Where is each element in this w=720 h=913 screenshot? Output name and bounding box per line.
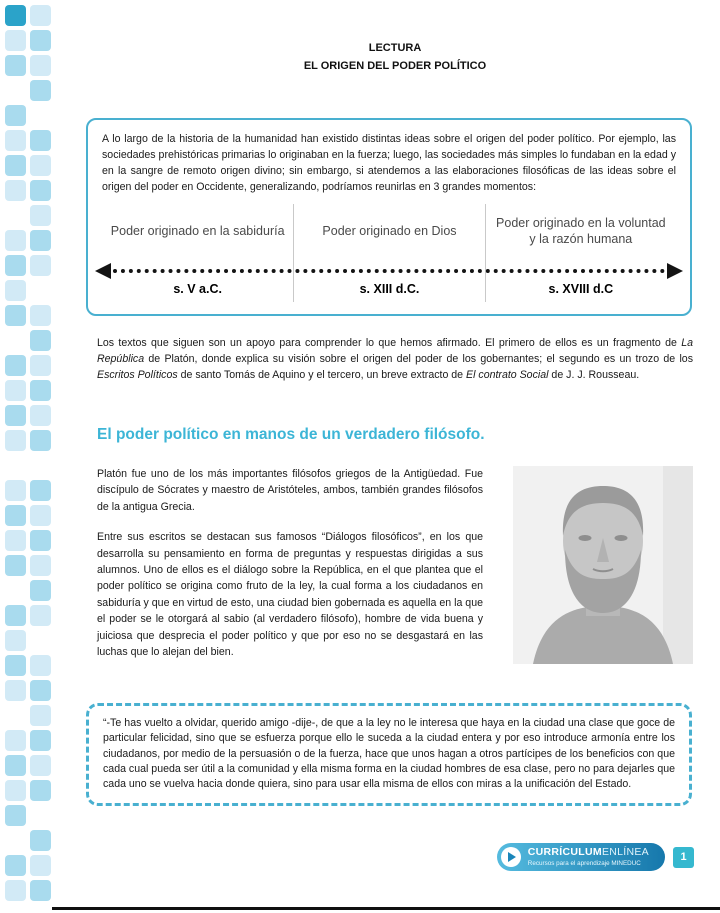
timeline-label: Poder originado en la voluntad y la razón humana — [496, 215, 666, 246]
timeline-column-god — [293, 204, 484, 302]
decorative-square — [5, 880, 26, 901]
decorative-square — [30, 530, 51, 551]
section-heading: El poder político en manos de un verdadero filósofo. — [97, 426, 485, 443]
decorative-square — [30, 305, 51, 326]
decorative-square — [30, 330, 51, 351]
decorative-square — [5, 105, 26, 126]
timeline-label: Poder originado en la sabiduría — [110, 223, 285, 238]
decorative-square — [30, 655, 51, 676]
intro-paragraph: A lo largo de la historia de la humanidad han existido distintas ideas sobre el origen del poder político. Por ejemplo, las sociedades prehistóricas primarias lo originaban en la fuerza; luego, las sociedades más simples lo fundaban en la edad y en la sangre de remoto origen divino; sin embargo, si atendemos a las elaboraciones filosóficas de las ideas sobre el origen del poder en Occidente, generalizando, podríamos reunirlas en 3 grandes momentos: — [102, 133, 676, 193]
bottom-rule — [52, 907, 720, 910]
decorative-square — [5, 680, 26, 701]
timeline-column-human-will — [485, 204, 676, 302]
timeline-period: s. V a.C. — [173, 281, 222, 296]
curriculum-en-linea-logo — [497, 843, 665, 871]
play-triangle-icon — [508, 852, 516, 862]
philosopher-paragraph-1: Platón fue uno de los más importantes filósofos griegos de la Antigüedad. Fue discípulo de Sócrates y maestro de Aristóteles, ambos, también grandes filósofos de la antigua Grecia. — [97, 468, 483, 513]
intro-box — [86, 118, 692, 316]
decorative-square — [30, 855, 51, 876]
decorative-square — [5, 430, 26, 451]
decorative-square — [30, 755, 51, 776]
decorative-square — [5, 405, 26, 426]
decorative-square — [5, 230, 26, 251]
timeline-arrow — [95, 262, 683, 280]
quote-box — [86, 703, 692, 806]
decorative-square — [5, 605, 26, 626]
page-title-line2: EL ORIGEN DEL PODER POLÍTICO — [303, 59, 487, 72]
timeline-period: s. XIII d.C. — [359, 281, 420, 296]
timeline-period: s. XVIII d.C — [548, 281, 614, 296]
decorative-square — [5, 355, 26, 376]
decorative-square — [5, 630, 26, 651]
decorative-square — [5, 780, 26, 801]
decorative-square — [30, 480, 51, 501]
brand-name — [528, 847, 649, 858]
timeline-label: Poder originado en Dios — [322, 223, 457, 238]
decorative-square — [5, 255, 26, 276]
plato-bust-image — [513, 466, 693, 664]
decorative-square — [30, 230, 51, 251]
brand-tagline: Recursos para el aprendizaje MINEDUC — [527, 859, 641, 867]
decorative-square — [30, 555, 51, 576]
decorative-square — [30, 30, 51, 51]
footer — [497, 843, 694, 871]
decorative-square — [5, 555, 26, 576]
decorative-square — [30, 130, 51, 151]
decorative-square — [5, 730, 26, 751]
decorative-square — [30, 155, 51, 176]
brand-name-secondary: ENLÍNEA — [601, 846, 649, 859]
arrowhead-right-icon — [667, 263, 683, 279]
decorative-square — [30, 380, 51, 401]
decorative-square — [30, 730, 51, 751]
decorative-square — [30, 180, 51, 201]
decorative-square — [5, 755, 26, 776]
decorative-square — [30, 255, 51, 276]
decorative-square — [30, 5, 51, 26]
page-title-line1: LECTURA — [368, 42, 422, 54]
decorative-square — [5, 505, 26, 526]
decorative-square — [30, 780, 51, 801]
brand-text — [528, 847, 649, 867]
decorative-square — [30, 55, 51, 76]
decorative-square — [30, 205, 51, 226]
decorative-square — [5, 130, 26, 151]
decorative-square — [5, 530, 26, 551]
quote-text: “-Te has vuelto a olvidar, querido amigo -dije-, de que a la ley no le interesa que haya en la ciudad una clase que goce de particular felicidad, sino que se esfuerza porque ello le suceda a la ciudad entera y por eso introduce armonía entre los ciudadanos, por medio de la persuasión o de la fuerza, hace que unos hagan a otros partícipes de los beneficios con que cada cual pueda ser útil a la comunidad y ella misma forma en la ciudad hombres de esa clase, pero no para dejarles que cada uno se vuelva hacia donde quiera, sino para usar ella misma de ellos con miras a la unificación del Estado. — [103, 717, 675, 791]
decorative-square — [5, 305, 26, 326]
decorative-square — [5, 855, 26, 876]
page-title — [97, 40, 693, 75]
decorative-square — [30, 355, 51, 376]
page-number-badge: 1 — [673, 847, 694, 868]
decorative-sidebar-pattern — [5, 5, 51, 901]
decorative-square — [30, 680, 51, 701]
decorative-square — [30, 830, 51, 851]
decorative-square — [5, 280, 26, 301]
timeline-arrow-shaft — [113, 269, 665, 273]
timeline — [102, 204, 676, 302]
decorative-square — [5, 380, 26, 401]
timeline-column-wisdom — [102, 204, 293, 302]
decorative-square — [5, 155, 26, 176]
arrowhead-left-icon — [95, 263, 111, 279]
play-circle-icon — [501, 847, 521, 867]
philosopher-section — [97, 466, 693, 674]
decorative-square — [5, 655, 26, 676]
decorative-square — [30, 505, 51, 526]
decorative-square — [5, 180, 26, 201]
decorative-square — [30, 80, 51, 101]
decorative-square — [30, 705, 51, 726]
decorative-square — [30, 880, 51, 901]
decorative-square — [5, 480, 26, 501]
decorative-square — [30, 580, 51, 601]
decorative-square — [5, 805, 26, 826]
transition-paragraph: Los textos que siguen son un apoyo para comprender lo que hemos afirmado. El primero de ellos es un fragmento de La República de Platón, donde explica su visión sobre el origen del poder de los gobernantes; el segundo es un trozo de los Escritos Políticos de santo Tomás de Aquino y el tercero, un breve extracto de El contrato Social de J. J. Rousseau. — [97, 337, 693, 381]
decorative-square — [30, 430, 51, 451]
brand-name-primary: CURRÍCULUM — [527, 846, 602, 859]
decorative-square — [30, 605, 51, 626]
decorative-square — [5, 30, 26, 51]
decorative-square — [5, 55, 26, 76]
decorative-square — [5, 5, 26, 26]
decorative-square — [30, 405, 51, 426]
philosopher-paragraph-2: Entre sus escritos se destacan sus famosos “Diálogos filosóficos”, en los que desarrolla su pensamiento en forma de preguntas y respuestas dirigidas a sus alumnos. Uno de ellos es el diálogo sobre la República, en el que plantea que el poder político se origina como fruto de la ley, la cual forma a los ciudadanos en sabiduría y que en virtud de esto, una ciudad bien gobernada es aquella en la que el poder se le otorgará al sabio (al verdadero filósofo), hombre de vida buena y juiciosa que desprecia el poder político y que por eso no se desgastará en las luchas que lo alejan del bien. — [97, 531, 483, 659]
